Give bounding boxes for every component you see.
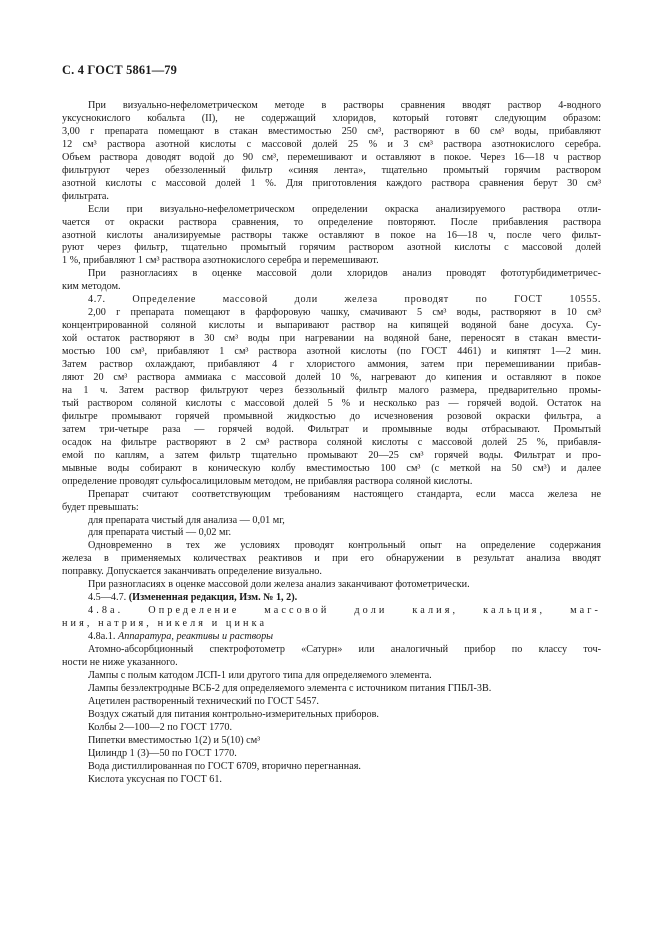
- text-line: тый раствором соляной кислоты с массовой долей 5 % и несколько раз — горячей водой. Остаток на: [62, 397, 601, 409]
- text-line: руют через фильтр, тщательно промытый горячим раствором азотной кислоты с массовой долей: [62, 242, 601, 254]
- text-line: Колбы 2—100—2 по ГОСТ 1770.: [88, 721, 232, 733]
- text-line: Объем раствора доводят водой до 90 см³, перемешивают и оставляют в покое. Через 16—18 ч раствор: [62, 151, 601, 163]
- text-line: 4.7. Определение массовой доли железа проводят по ГОСТ 10555.: [88, 294, 601, 306]
- text-line: мостью 100 см³, прибавляют 1 см³ раствора азотной кислоты (по ГОСТ 4461) и кипятят 1—2 мин.: [62, 346, 601, 358]
- text-line: будет превышать:: [62, 501, 139, 513]
- text-line: 4.8а. Определение массовой доли калия, кальция, маг-: [88, 605, 601, 617]
- text-line: Если при визуально-нефелометрическом определении окраска анализируемого раствора отли-: [88, 203, 601, 215]
- text-line: концентрированной соляной кислоты и выпаривают раствор на кипящей водяной бане досуха. Су-: [62, 320, 601, 332]
- text-line: Вода дистиллированная по ГОСТ 6709, вторично перегнанная.: [88, 760, 361, 772]
- text-line: фильтруют через обеззоленный фильтр «синяя лента», тщательно промытый горячим раствором: [62, 164, 601, 176]
- text-line: При разногласиях в оценке массовой доли железа анализ заканчивают фотометрически.: [88, 579, 470, 591]
- text-line: 2,00 г препарата помещают в фарфоровую чашку, смачивают 5 см³ воды, растворяют в 10 см³: [88, 307, 601, 319]
- text-line: азотной кислоты анализируемые растворы также оставляют в покое на 16—18 ч, после чего фильт-: [62, 229, 601, 241]
- text-line: Одновременно в тех же условиях проводят контрольный опыт на определение содержания: [88, 540, 601, 552]
- text-line: фильтрата.: [62, 190, 109, 202]
- text-line: ности не ниже указанного.: [62, 656, 178, 668]
- text-line: ния, натрия, никеля и цинка: [62, 618, 268, 630]
- page-header: С. 4 ГОСТ 5861—79: [62, 63, 178, 77]
- text-line: определение проводят сульфосалициловым методом, не прибавляя раствора соляной кислоты.: [62, 475, 473, 487]
- text-line: железа в применяемых количествах реактивов и при его обнаружении в результат анализа вводят: [62, 553, 601, 565]
- text-line: 3,00 г препарата помещают в стакан вместимостью 250 см³, растворяют в 60 см³ воды, прибавляют: [62, 125, 601, 137]
- text-line: При визуально-нефелометрическом методе в растворы сравнения вводят раствор 4-водного: [88, 100, 601, 111]
- document-body: [62, 100, 601, 787]
- text-line: Препарат считают соответствующим требованиям настоящего стандарта, если масса железа не: [88, 488, 601, 500]
- text-line: При разногласиях в оценке массовой доли хлоридов анализ проводят фототурбидиметричес-: [88, 268, 601, 280]
- text-line: чается от окраски раствора сравнения, то определение повторяют. После прибавления раствора: [62, 216, 601, 228]
- text-line: ляют 20 см³ раствора аммиака с массовой долей 10 %, нагревают до кипения и оставляют в покое: [62, 372, 601, 384]
- text-line: емой по каплям, а затем фильтр тщательно промывают 20—25 см³ горячей воды. Фильтрат и про-: [62, 449, 601, 461]
- text-line: 4.5—4.7. (Измененная редакция, Изм. № 1, 2).: [88, 592, 298, 604]
- text-line: поправку. Допускается заканчивать определение визуально.: [62, 566, 322, 578]
- text-line: 12 см³ раствора азотной кислоты с массовой долей 25 % и 3 см³ раствора азотнокислого серебра.: [62, 138, 601, 150]
- amendment-note: (Измененная редакция, Изм. № 1, 2).: [128, 592, 298, 604]
- text-line: мывные воды собирают в коническую колбу вместимостью 100 см³ (с меткой на 50 см³) и далее: [62, 462, 601, 474]
- text-line: хой остаток растворяют в 30 см³ воды при нагревании на водяной бане, переносят в стакан вмести-: [62, 333, 601, 345]
- text-line: ким методом.: [62, 281, 121, 293]
- text-line: фильтре промывают горячей промывной жидкостью до исчезновения розовой окраски фильтра, а: [62, 410, 601, 422]
- text-line: азотной кислоты с массовой долей 1 %. Для приготовления каждого раствора сравнения берут 30 см³: [62, 177, 601, 189]
- text-line: Кислота уксусная по ГОСТ 61.: [88, 773, 222, 785]
- text-line: Пипетки вместимостью 1(2) и 5(10) см³: [88, 734, 261, 746]
- text-line: для препарата чистый для анализа — 0,01 мг,: [88, 514, 285, 526]
- text-line: осадок на фильтре растворяют в 2 см³ раствора соляной кислоты с массовой долей 25 %, прибавля-: [62, 436, 601, 448]
- subsection-title: Аппаратура, реактивы и растворы: [118, 631, 274, 643]
- text-line: 4.8а.1. Аппаратура, реактивы и растворы: [88, 631, 274, 643]
- text-line: уксуснокислого кобальта (II), не содержащий хлоридов, который готовят следующим образом:: [62, 112, 601, 124]
- text-line: Ацетилен растворенный технический по ГОСТ 5457.: [88, 695, 319, 707]
- text-line: для препарата чистый — 0,02 мг.: [88, 527, 232, 539]
- text-line: Воздух сжатый для питания контрольно-измерительных приборов.: [88, 708, 379, 720]
- text-line: Лампы безэлектродные ВСБ-2 для определяемого элемента с источником питания ГПБЛ-3В.: [88, 682, 492, 694]
- text-line: затем три-четыре раза — горячей водой. Фильтрат и промывные воды отбрасывают. Промытый: [62, 423, 601, 435]
- text-line: на 1 ч. Затем раствор фильтруют через беззольный фильтр малого размера, предварительно промы-: [62, 384, 601, 396]
- text-line: Затем раствор охлаждают, прибавляют 4 г хлористого аммония, затем при перемешивании прибав-: [62, 359, 601, 371]
- text-line: Атомно-абсорбционный спектрофотометр «Сатурн» или аналогичный прибор по классу точ-: [88, 644, 601, 656]
- text-line: Лампы с полым катодом ЛСП-1 или другого типа для определяемого элемента.: [88, 669, 432, 681]
- text-line: 1 %, прибавляют 1 см³ раствора азотнокислого серебра и перемешивают.: [62, 255, 379, 267]
- text-line: Цилиндр 1 (3)—50 по ГОСТ 1770.: [88, 747, 237, 759]
